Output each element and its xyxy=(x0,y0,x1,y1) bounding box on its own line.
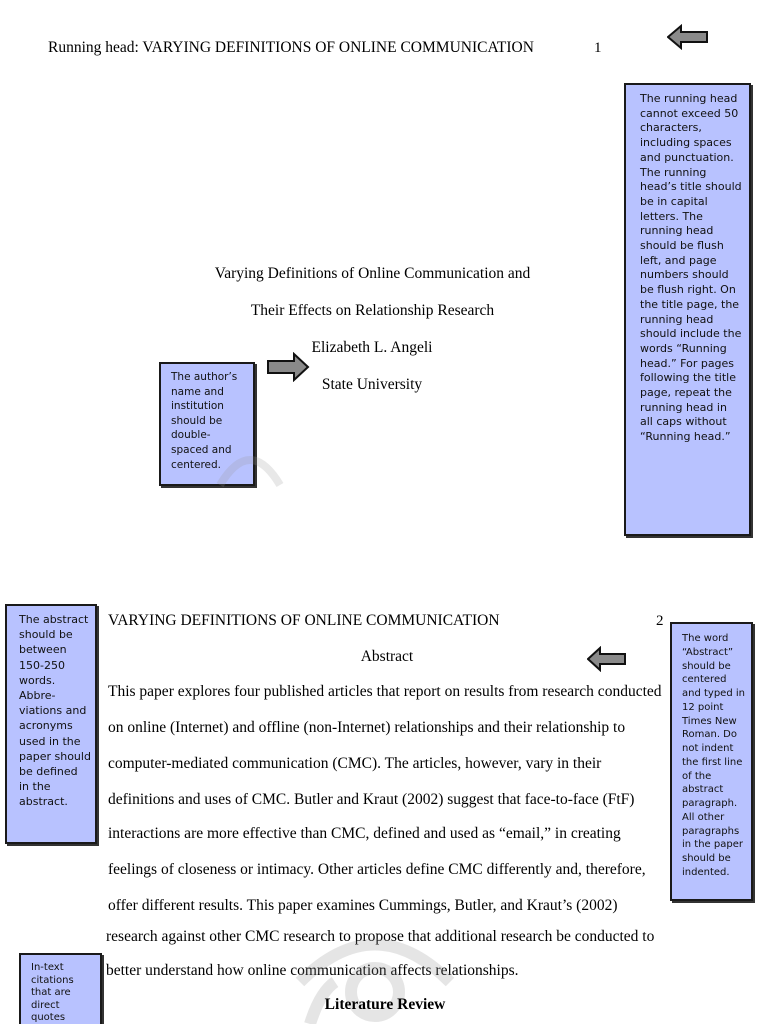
right-arrow-icon xyxy=(266,352,310,382)
running-head-page1: Running head: VARYING DEFINITIONS OF ONLINE COMMUNICATION xyxy=(48,39,534,56)
abstract-line: interactions are more effective than CMC, defined and used as “email,” in creating xyxy=(108,825,621,842)
abstract-line: This paper explores four published articles that report on results from research conducted xyxy=(108,683,662,700)
running-head-page2: VARYING DEFINITIONS OF ONLINE COMMUNICATION xyxy=(108,612,500,629)
abstract-line: definitions and uses of CMC. Butler and Kraut (2002) suggest that face-to-face (FtF) xyxy=(108,791,635,808)
page-number-page1: 1 xyxy=(594,40,602,56)
paper-title-line-2: Their Effects on Relationship Research xyxy=(250,302,495,319)
left-arrow-icon xyxy=(587,646,627,672)
abstract-line: offer different results. This paper examines Cummings, Butler, and Kraut’s (2002) xyxy=(108,897,618,914)
abstract-line: feelings of closeness or intimacy. Other articles define CMC differently and, therefore, xyxy=(108,861,646,878)
abstract-line: research against other CMC research to propose that additional research be conducted to xyxy=(106,928,655,945)
running-head-note: The running head cannot exceed 50 characters, including spaces and punctuation. The running head’s title should be in capital letters. The running head should be flush left, and page numbers should be flush right. On the title page, the running head should include the words “Running head.” For pages following the title page, repeat the running head in all caps without “Running head.” xyxy=(624,83,751,536)
abstract-word-note: The word “Abstract” should be centered and typed in 12 point Times New Roman. Do not indent the first line of the abstract paragraph. All other paragraphs in the paper should be indented. xyxy=(670,622,753,901)
literature-review-heading: Literature Review xyxy=(324,996,446,1013)
abstract-line: on online (Internet) and offline (non-Internet) relationships and their relationship to xyxy=(108,719,626,736)
abstract-heading: Abstract xyxy=(360,648,414,665)
author-note: The author’s name and institution should be double-spaced and centered. xyxy=(159,362,255,486)
abstract-line: computer-mediated communication (CMC). The articles, however, vary in their xyxy=(108,755,602,772)
citation-note: In-text citations that are direct quotes xyxy=(19,953,102,1024)
abstract-length-note: The abstract should be between 150-250 words. Abbre-viations and acronyms used in the paper should be defined in the abstract. xyxy=(5,604,97,844)
institution-name: State University xyxy=(321,376,423,393)
abstract-line: better understand how online communication affects relationships. xyxy=(106,962,519,979)
paper-title-line-1: Varying Definitions of Online Communication and xyxy=(214,265,531,282)
page-number-page2: 2 xyxy=(656,613,664,629)
eye-watermark-icon xyxy=(215,430,285,490)
left-arrow-icon xyxy=(667,24,709,50)
author-name: Elizabeth L. Angeli xyxy=(311,339,433,356)
